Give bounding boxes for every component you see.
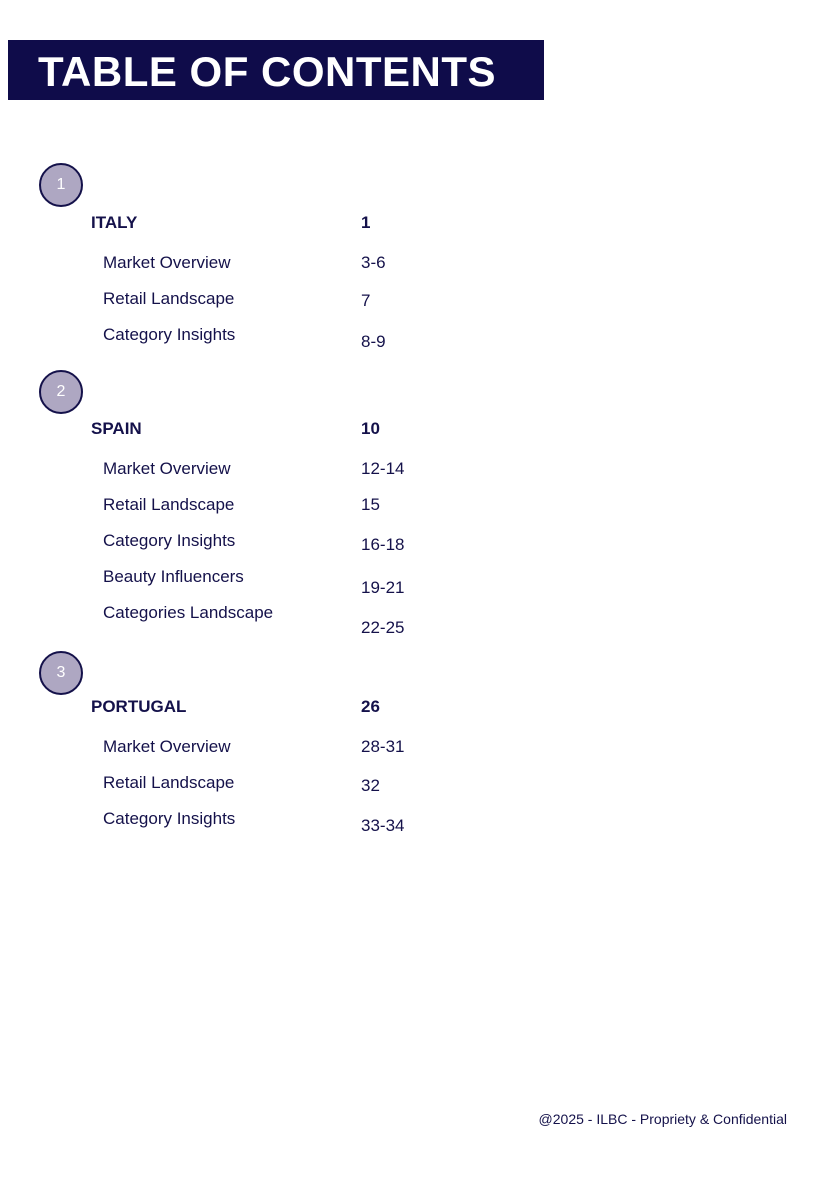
section-number-badge: 3	[39, 651, 83, 695]
toc-item[interactable]: Category Insights	[103, 809, 236, 828]
section-title-spain[interactable]: SPAIN	[91, 419, 142, 438]
toc-item-pages: 32	[361, 776, 380, 795]
toc-item[interactable]: Retail Landscape	[103, 773, 235, 792]
toc-item[interactable]: Beauty Influencers	[103, 567, 244, 586]
toc-item-pages: 12-14	[361, 459, 405, 478]
toc-item-pages: 7	[361, 291, 371, 310]
toc-item-pages: 19-21	[361, 578, 405, 597]
toc-item[interactable]: Categories Landscape	[103, 603, 274, 622]
toc-item-pages: 15	[361, 495, 380, 514]
toc-item-pages: 16-18	[361, 535, 405, 554]
toc-item[interactable]: Category Insights	[103, 325, 236, 344]
page-title: TABLE OF CONTENTS	[38, 48, 497, 95]
section-page-italy: 1	[361, 213, 371, 232]
toc-item[interactable]: Retail Landscape	[103, 289, 235, 308]
section-title-italy[interactable]: ITALY	[91, 213, 138, 232]
toc-item-pages: 8-9	[361, 332, 386, 351]
toc-item-pages: 33-34	[361, 816, 405, 835]
toc-item[interactable]: Market Overview	[103, 459, 231, 478]
toc-item[interactable]: Category Insights	[103, 531, 236, 550]
toc-item[interactable]: Market Overview	[103, 253, 231, 272]
section-number-badge: 2	[39, 370, 83, 414]
toc-item-pages: 22-25	[361, 618, 405, 637]
toc-item[interactable]: Retail Landscape	[103, 495, 235, 514]
section-page-spain: 10	[361, 419, 380, 438]
toc-item-pages: 3-6	[361, 253, 386, 272]
toc-item[interactable]: Market Overview	[103, 737, 231, 756]
footer-copyright: @2025 - ILBC - Propriety & Confidential	[538, 1111, 787, 1127]
section-title-portugal[interactable]: PORTUGAL	[91, 697, 187, 716]
title-bar	[8, 40, 544, 100]
toc-item-pages: 28-31	[361, 737, 405, 756]
section-page-portugal: 26	[361, 697, 380, 716]
section-number-badge: 1	[39, 163, 83, 207]
